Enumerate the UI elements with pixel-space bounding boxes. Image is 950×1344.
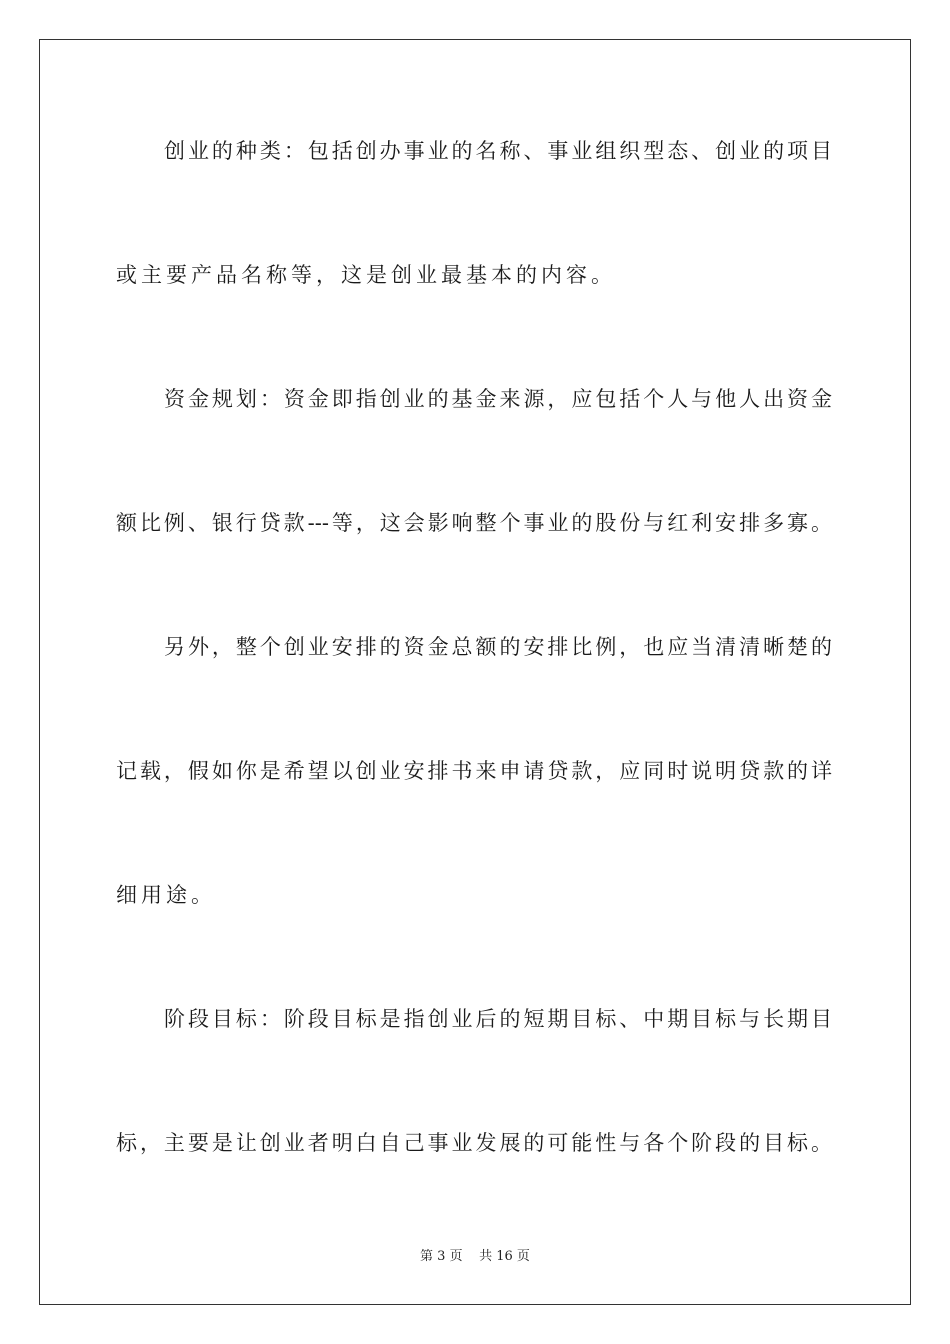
paragraph-line: 另外，整个创业安排的资金总额的安排比例，也应当清清晰楚的 bbox=[164, 635, 832, 659]
page-border bbox=[39, 39, 911, 1305]
paragraph-line: 细用途。 bbox=[116, 883, 216, 907]
paragraph-line: 或主要产品名称等，这是创业最基本的内容。 bbox=[116, 263, 616, 287]
paragraph-line: 阶段目标：阶段目标是指创业后的短期目标、中期目标与长期目 bbox=[164, 1007, 832, 1031]
paragraph-line: 记载，假如你是希望以创业安排书来申请贷款，应同时说明贷款的详 bbox=[116, 759, 832, 783]
page-number: 第 3 页 bbox=[420, 1249, 463, 1264]
page-footer bbox=[0, 1248, 950, 1266]
paragraph-line: 额比例、银行贷款---等，这会影响整个事业的股份与红利安排多寡。 bbox=[116, 511, 832, 535]
paragraph-line: 标，主要是让创业者明白自己事业发展的可能性与各个阶段的目标。 bbox=[116, 1131, 832, 1155]
paragraph-line: 创业的种类：包括创办事业的名称、事业组织型态、创业的项目 bbox=[164, 139, 832, 163]
paragraph-line: 资金规划：资金即指创业的基金来源，应包括个人与他人出资金 bbox=[164, 387, 832, 411]
page-total: 共 16 页 bbox=[479, 1249, 530, 1264]
